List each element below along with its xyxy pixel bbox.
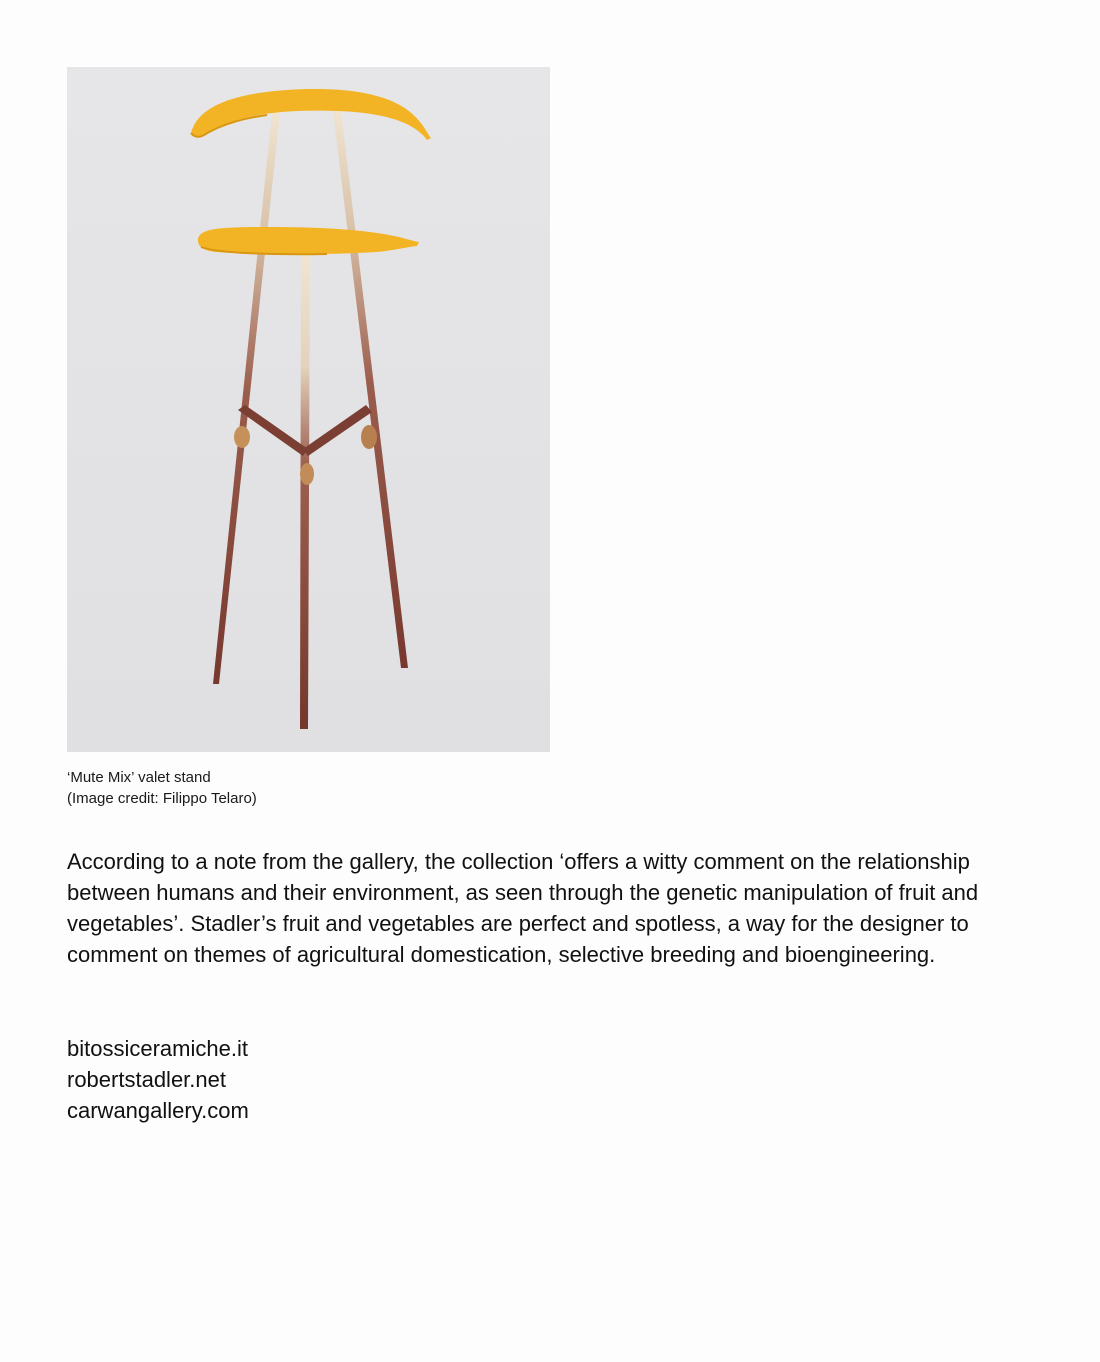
caption-title: ‘Mute Mix’ valet stand: [67, 769, 211, 786]
link-bitossiceramiche[interactable]: bitossiceramiche.it: [67, 1036, 248, 1061]
link-carwangallery[interactable]: carwangallery.com: [67, 1098, 249, 1123]
caption-credit: (Image credit: Filippo Telaro): [67, 790, 257, 807]
article-paragraph: According to a note from the gallery, the collection ‘offers a witty comment on the relationship between humans and their environment, as seen through the genetic manipulation of fruit and vegetables’. Stadler’s fruit and vegetables are perfect and spotless, a way for the designer to comment on themes of agricultural domestication, selective breeding and bioengineering.: [67, 849, 979, 967]
link-robertstadler[interactable]: robertstadler.net: [67, 1067, 226, 1092]
peg-center: [300, 463, 314, 485]
image-caption: [67, 767, 257, 809]
valet-stand-photo: [67, 67, 550, 752]
peg-right: [361, 425, 377, 449]
related-links: [67, 1033, 249, 1126]
peg-left: [234, 426, 250, 448]
